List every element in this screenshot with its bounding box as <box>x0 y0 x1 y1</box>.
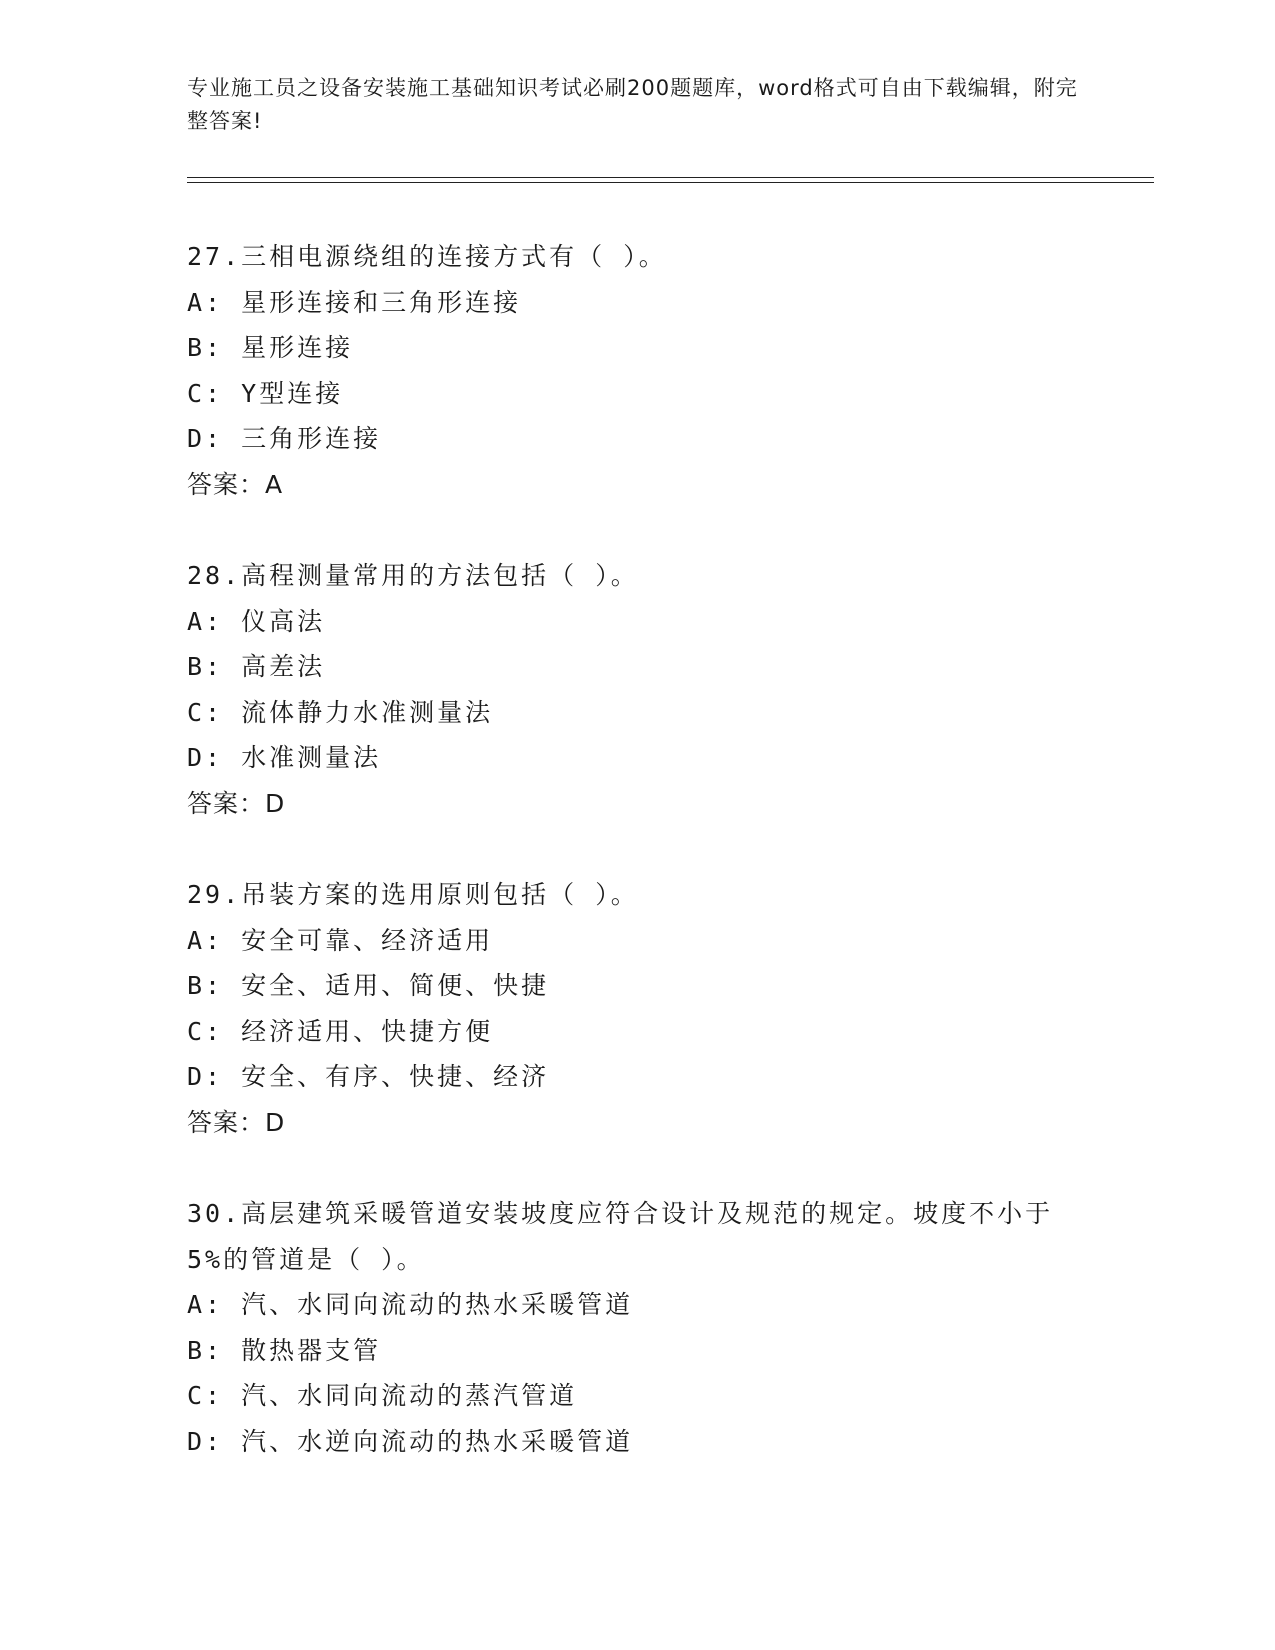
option-d: D: 三角形连接 <box>187 424 382 453</box>
option-d: D: 汽、水逆向流动的热水采暖管道 <box>187 1426 634 1456</box>
answer-label: 答案：D <box>187 1107 286 1137</box>
header-divider-top <box>187 177 1154 178</box>
question-stem-line-1: 30.高层建筑采暖管道安装坡度应符合设计及规范的规定。坡度不小于 <box>187 1199 1054 1228</box>
question-29 <box>187 872 1147 1145</box>
option-a: A: 安全可靠、经济适用 <box>187 925 494 955</box>
option-a: A: 仪高法 <box>187 606 326 636</box>
question-stem: 29.吊装方案的选用原则包括（ ）。 <box>187 880 639 909</box>
option-a: A: 汽、水同向流动的热水采暖管道 <box>187 1290 634 1319</box>
option-c: C: 经济适用、快捷方便 <box>187 1016 494 1046</box>
document-header-title: 专业施工员之设备安装施工基础知识考试必刷200题题库，word格式可自由下载编辑，附完整答案! <box>187 76 1078 133</box>
option-b: B: 高差法 <box>187 652 326 681</box>
option-c: C: Y型连接 <box>187 378 344 408</box>
option-b: B: 安全、适用、简便、快捷 <box>187 971 550 1000</box>
header-divider-bottom <box>187 182 1154 183</box>
question-27 <box>187 234 1147 507</box>
option-d: D: 安全、有序、快捷、经济 <box>187 1062 550 1091</box>
question-30 <box>187 1191 1147 1464</box>
answer-label: 答案：D <box>187 788 286 818</box>
question-stem: 28.高程测量常用的方法包括（ ）。 <box>187 561 639 590</box>
option-c: C: 汽、水同向流动的蒸汽管道 <box>187 1381 578 1410</box>
question-28 <box>187 553 1147 826</box>
option-b: B: 散热器支管 <box>187 1335 382 1365</box>
option-b: B: 星形连接 <box>187 333 354 362</box>
option-c: C: 流体静力水准测量法 <box>187 697 494 727</box>
option-d: D: 水准测量法 <box>187 743 382 772</box>
question-stem-line-2: 5%的管道是（ ）。 <box>187 1244 425 1274</box>
option-a: A: 星形连接和三角形连接 <box>187 287 522 317</box>
question-list <box>187 234 1147 1510</box>
question-stem: 27.三相电源绕组的连接方式有（ ）。 <box>187 242 667 271</box>
answer-label: 答案：A <box>187 469 284 499</box>
